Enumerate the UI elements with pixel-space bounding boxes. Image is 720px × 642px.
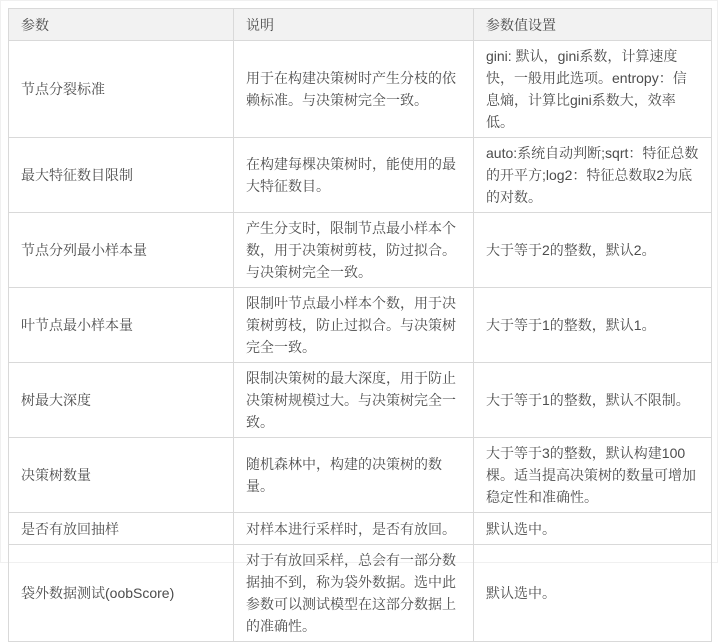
value-cell: 大于等于1的整数，默认1。 xyxy=(474,288,712,363)
table-header xyxy=(9,9,712,41)
desc-cell: 限制叶节点最小样本个数，用于决策树剪枝，防止过拟合。与决策树完全一致。 xyxy=(234,288,474,363)
param-cell: 袋外数据测试(oobScore) xyxy=(9,545,234,642)
param-cell: 节点分裂标准 xyxy=(9,41,234,138)
desc-cell: 在构建每棵决策树时，能使用的最大特征数目。 xyxy=(234,138,474,213)
value-cell: auto:系统自动判断;sqrt：特征总数的开平方;log2：特征总数取2为底的对数。 xyxy=(474,138,712,213)
table-row xyxy=(9,213,712,288)
table-row xyxy=(9,138,712,213)
value-cell: 大于等于2的整数，默认2。 xyxy=(474,213,712,288)
desc-cell: 限制决策树的最大深度，用于防止决策树规模过大。与决策树完全一致。 xyxy=(234,363,474,438)
value-cell: 大于等于3的整数，默认构建100棵。适当提高决策树的数量可增加稳定性和准确性。 xyxy=(474,438,712,513)
param-cell: 最大特征数目限制 xyxy=(9,138,234,213)
parameter-table xyxy=(8,8,712,642)
desc-cell: 对样本进行采样时，是否有放回。 xyxy=(234,513,474,545)
table-row xyxy=(9,363,712,438)
desc-cell: 对于有放回采样，总会有一部分数据抽不到，称为袋外数据。选中此参数可以测试模型在这部分数据上的准确性。 xyxy=(234,545,474,642)
header-desc: 说明 xyxy=(234,9,474,41)
table-row xyxy=(9,288,712,363)
desc-cell: 产生分支时，限制节点最小样本个数，用于决策树剪枝，防过拟合。与决策树完全一致。 xyxy=(234,213,474,288)
value-cell: gini: 默认，gini系数，计算速度快，一般用此选项。entropy：信息熵，计算比gini系数大，效率低。 xyxy=(474,41,712,138)
param-cell: 是否有放回抽样 xyxy=(9,513,234,545)
value-cell: 默认选中。 xyxy=(474,545,712,642)
header-param: 参数 xyxy=(9,9,234,41)
value-cell: 默认选中。 xyxy=(474,513,712,545)
table-body xyxy=(9,41,712,642)
param-cell: 决策树数量 xyxy=(9,438,234,513)
header-row xyxy=(9,9,712,41)
table-row xyxy=(9,545,712,642)
desc-cell: 随机森林中，构建的决策树的数量。 xyxy=(234,438,474,513)
param-cell: 树最大深度 xyxy=(9,363,234,438)
header-value: 参数值设置 xyxy=(474,9,712,41)
desc-cell: 用于在构建决策树时产生分枝的依赖标准。与决策树完全一致。 xyxy=(234,41,474,138)
table-row xyxy=(9,513,712,545)
value-cell: 大于等于1的整数，默认不限制。 xyxy=(474,363,712,438)
param-cell: 叶节点最小样本量 xyxy=(9,288,234,363)
table-row xyxy=(9,41,712,138)
param-cell: 节点分列最小样本量 xyxy=(9,213,234,288)
table-row xyxy=(9,438,712,513)
